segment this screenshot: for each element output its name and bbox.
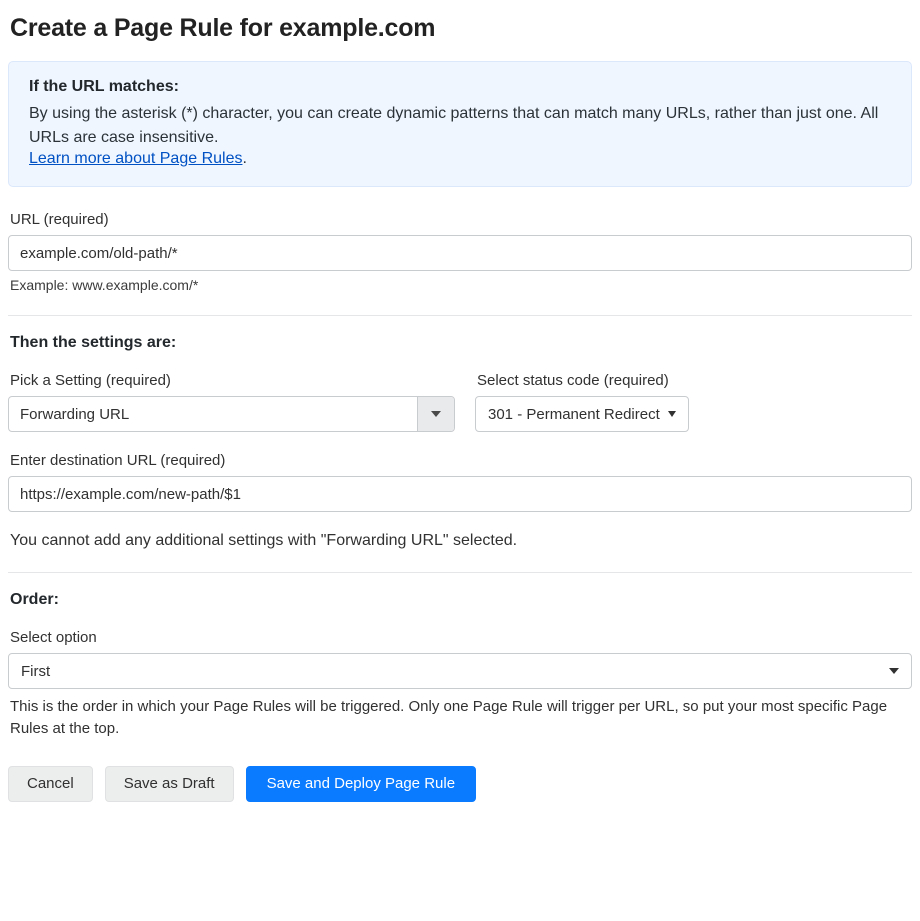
divider-settings bbox=[8, 315, 912, 316]
link-period: . bbox=[242, 150, 247, 167]
chevron-down-icon bbox=[668, 411, 676, 417]
order-helper-text: This is the order in which your Page Rules will be triggered. Only one Page Rule will trigger per URL, so put your most specific Page Rules at the top. bbox=[10, 698, 888, 737]
order-select-value: First bbox=[21, 662, 51, 680]
status-code-value: 301 - Permanent Redirect bbox=[488, 405, 660, 423]
url-match-info-box bbox=[8, 61, 912, 187]
caret-shape bbox=[431, 411, 441, 417]
destination-group bbox=[8, 452, 912, 512]
destination-label: Enter destination URL (required) bbox=[10, 452, 226, 469]
divider-order bbox=[8, 572, 912, 573]
status-code-label: Select status code (required) bbox=[477, 372, 669, 389]
chevron-down-icon[interactable] bbox=[417, 397, 454, 431]
learn-more-link[interactable]: Learn more about Page Rules bbox=[29, 150, 243, 167]
url-field-label: URL (required) bbox=[10, 211, 109, 228]
form-actions bbox=[8, 766, 912, 816]
settings-row bbox=[8, 372, 912, 432]
url-input[interactable] bbox=[8, 235, 912, 271]
pick-setting-group bbox=[8, 372, 455, 432]
info-box-title: If the URL matches: bbox=[29, 78, 179, 95]
forwarding-note: You cannot add any additional settings with "Forwarding URL" selected. bbox=[10, 532, 518, 549]
save-and-deploy-button[interactable]: Save and Deploy Page Rule bbox=[246, 766, 476, 802]
pick-setting-select-wrap bbox=[8, 396, 455, 432]
pick-setting-label: Pick a Setting (required) bbox=[10, 372, 171, 389]
status-code-select[interactable] bbox=[475, 396, 689, 432]
info-box-text: By using the asterisk (*) character, you can create dynamic patterns that can match many URLs, rather than just one. All URLs are case insensitive. bbox=[29, 105, 879, 146]
pick-setting-select[interactable] bbox=[8, 396, 455, 432]
chevron-down-icon bbox=[889, 668, 899, 674]
cancel-button[interactable]: Cancel bbox=[8, 766, 93, 802]
pick-setting-value: Forwarding URL bbox=[20, 405, 130, 423]
order-select[interactable] bbox=[8, 653, 912, 689]
order-select-label: Select option bbox=[10, 629, 97, 646]
page-title: Create a Page Rule for example.com bbox=[10, 14, 436, 42]
status-code-group bbox=[475, 372, 720, 432]
save-as-draft-button[interactable]: Save as Draft bbox=[105, 766, 234, 802]
settings-section-title: Then the settings are: bbox=[10, 334, 177, 351]
order-section-title: Order: bbox=[10, 591, 59, 608]
destination-url-input[interactable] bbox=[8, 476, 912, 512]
url-helper-text: Example: www.example.com/* bbox=[10, 277, 199, 293]
